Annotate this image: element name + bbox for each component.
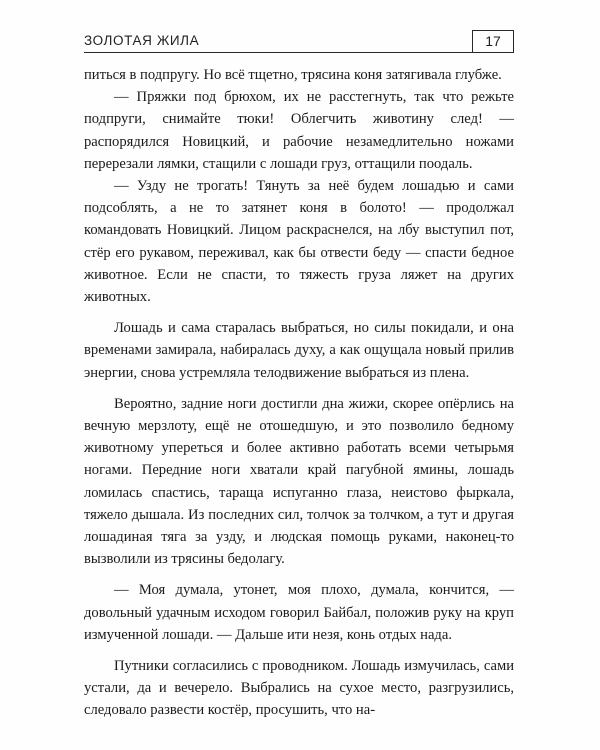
running-header xyxy=(84,30,514,53)
running-title: ЗОЛОТАЯ ЖИЛА xyxy=(84,33,200,48)
paragraph: — Пряжки под брюхом, их не расстегнуть, так что режьте подпруги, снимайте тюки! Облегчить животину след! — распорядился Новицкий, и рабочие незамедлительно ножами перерезали лямки, стащили с лошади груз, оттащили поодаль. xyxy=(84,89,514,172)
paragraph: Вероятно, задние ноги достигли дна жижи, скорее опёрлись на вечную мерзлоту, ещё не отошедшую, и это позволило бедному животному упереться и более активно работать всеми четырьмя ногами. Передние ноги хватали край пагубной ямины, лошадь ломилась спастись, тараща испуганно глаза, неистово фыркала, тяжело дышала. Из последних сил, толчок за толчком, а тут и другая лошадиная тяга за узду, и людская помощь руками, наконец-то вызволили из трясины бедолагу. xyxy=(84,395,514,568)
paragraph: — Моя думала, утонет, моя плохо, думала, кончится, — довольный удачным исходом говорил Байбал, положив руку на круп измученной лошади. — Дальше ити незя, конь отдых нада. xyxy=(84,582,514,643)
paragraph: Путники согласились с проводником. Лошадь измучилась, сами устали, да и вечерело. Выбрались на сухое место, разгрузились, следовало развести костёр, просушить, что на- xyxy=(84,658,514,719)
paragraph: Лошадь и сама старалась выбраться, но силы покидали, и она временами замирала, набиралась духу, а как ощущала новый прилив энергии, снова устремляла телодвижение выбраться из плена. xyxy=(84,320,514,381)
paragraph: питься в подпругу. Но всё тщетно, трясина коня затягивала глубже. xyxy=(84,67,502,83)
paragraph: — Узду не трогать! Тянуть за неё будем лошадью и сами подсоблять, а не то затянет коня в болото! — продолжал командовать Новицкий. Лицом раскраснелся, на лбу выступил пот, стёр его рукавом, переживал, как бы отвести беду — спасти бедное животное. Если не спасти, то тяжесть груза ляжет на других животных. xyxy=(84,178,514,306)
body-text xyxy=(84,64,514,722)
page-number: 17 xyxy=(472,30,514,52)
